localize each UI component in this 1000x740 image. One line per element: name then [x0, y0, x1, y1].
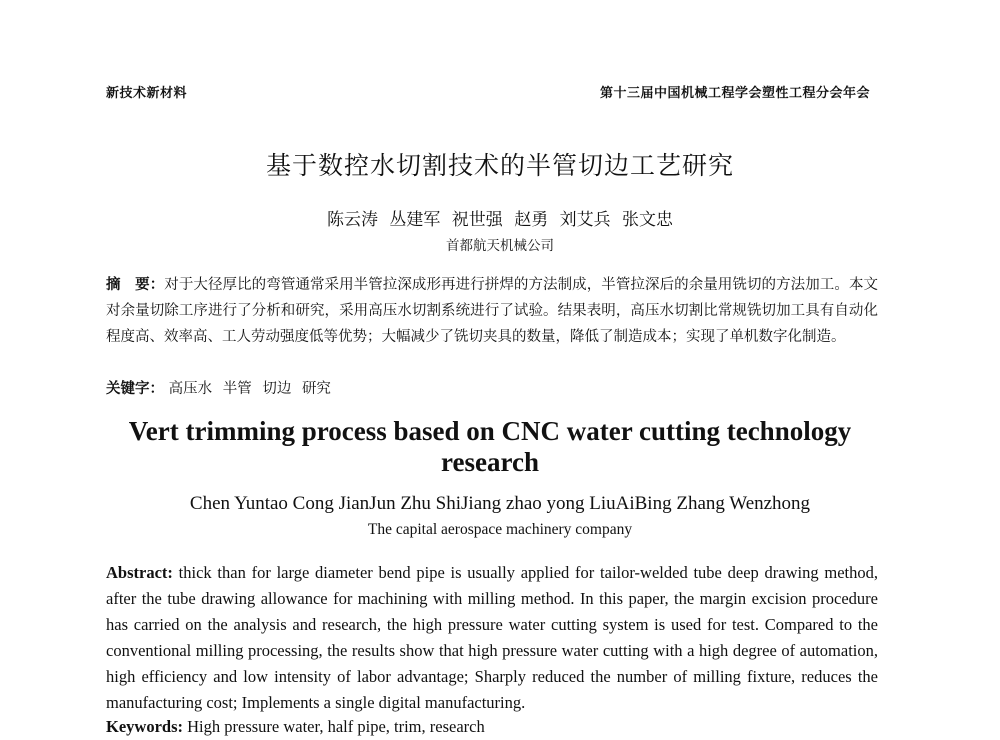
english-keywords-text: High pressure water, half pipe, trim, research: [187, 717, 485, 736]
english-abstract-text: thick than for large diameter bend pipe is usually applied for tailor-welded tube deep drawing method, after the tube drawing allowance for machining with milling method. In this paper, the margin excision procedure has carried on the analysis and research, the high pressure water cutting system is used for test. Compared to the conventional milling processing, the results show that high pressure water cutting with a high degree of automation, high efficiency and low intensity of labor advantage; Sharply reduced the number of milling fixture, reduces the manufacturing cost; Implements a single digital manufacturing.: [106, 563, 878, 712]
chinese-abstract-text: 对于大径厚比的弯管通常采用半管拉深成形再进行拼焊的方法制成，半管拉深后的余量用铣切的方法加工。本文对余量切除工序进行了分析和研究，采用高压水切割系统进行了试验。结果表明，高压水切割比常规铣切加工具有自动化程度高、效率高、工人劳动强度低等优势；大幅减少了铣切夹具的数量，降低了制造成本；实现了单机数字化制造。: [106, 277, 879, 345]
english-authors: Chen Yuntao Cong JianJun Zhu ShiJiang zhao yong LiuAiBing Zhang Wenzhong: [189, 493, 811, 514]
running-header-right: 第十三届中国机械工程学会塑性工程分会年会: [599, 86, 870, 101]
chinese-affiliation: 首都航天机械公司: [446, 238, 554, 254]
chinese-authors: 陈云涛 丛建军 祝世强 赵勇 刘艾兵 张文忠: [326, 210, 674, 230]
english-keywords: [106, 714, 878, 740]
english-title: Vert trimming process based on CNC water cutting technology research: [128, 416, 852, 477]
chinese-title: 基于数控水切割技术的半管切边工艺研究: [265, 151, 734, 180]
keyword: 研究: [301, 381, 331, 397]
keyword: 半管: [222, 381, 252, 397]
running-header-left: 新技术新材料: [106, 86, 188, 101]
english-abstract: [106, 560, 878, 716]
chinese-keywords-label: 关键字：: [106, 381, 164, 397]
english-keywords-label: Keywords:: [106, 717, 183, 736]
keyword: 切边: [262, 381, 292, 397]
english-abstract-label: Abstract:: [106, 563, 173, 582]
chinese-abstract-label: 摘 要：: [106, 277, 165, 293]
english-affiliation: The capital aerospace machinery company: [367, 521, 633, 538]
chinese-abstract: [106, 272, 878, 350]
chinese-keywords: [106, 376, 878, 402]
keyword: 高压水: [168, 381, 213, 397]
